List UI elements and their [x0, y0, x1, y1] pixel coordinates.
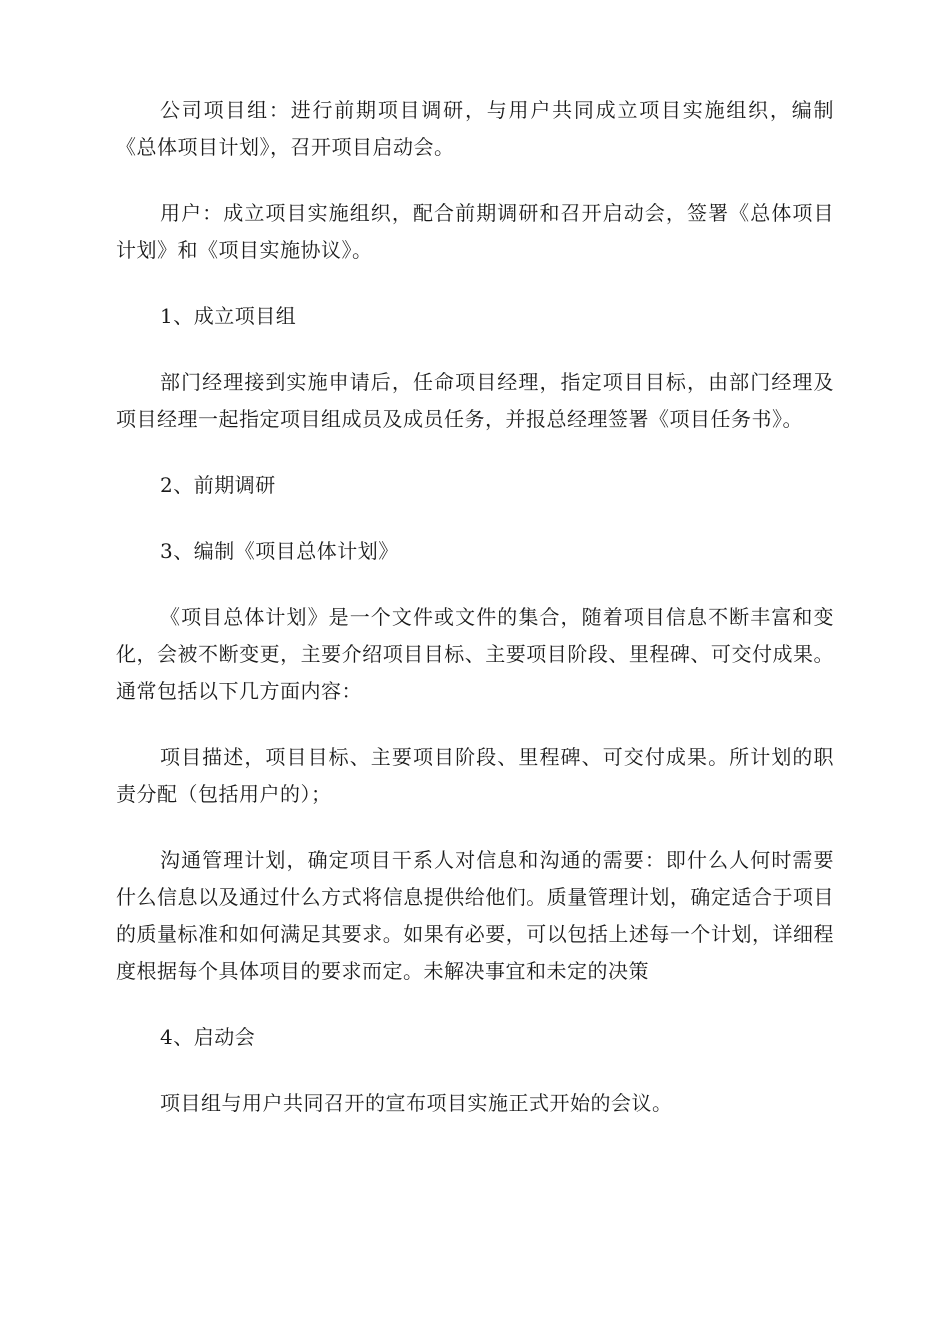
heading-establish-team: 1、成立项目组 — [160, 304, 297, 328]
document-page — [116, 92, 834, 1151]
paragraph-department-manager: 部门经理接到实施申请后，任命项目经理，指定项目目标，由部门经理及项目经理一起指定项目组成员及成员任务，并报总经理签署《项目任务书》。 — [116, 370, 834, 431]
paragraph-user: 用户：成立项目实施组织，配合前期调研和召开启动会，签署《总体项目计划》和《项目实施协议》。 — [116, 201, 834, 262]
paragraph-communication-plan: 沟通管理计划，确定项目干系人对信息和沟通的需要：即什么人何时需要什么信息以及通过什么方式将信息提供给他们。质量管理计划，确定适合于项目的质量标准和如何满足其要求。如果有必要，可以包括上述每一个计划，详细程度根据每个具体项目的要求而定。未解决事宜和未定的决策 — [116, 848, 834, 983]
heading-preliminary-research: 2、前期调研 — [160, 473, 276, 497]
paragraph-project-description: 项目描述，项目目标、主要项目阶段、里程碑、可交付成果。所计划的职责分配（包括用户的）； — [116, 745, 834, 806]
heading-compile-plan: 3、编制《项目总体计划》 — [160, 539, 399, 563]
heading-kickoff-meeting: 4、启动会 — [160, 1025, 256, 1049]
paragraph-plan-description: 《项目总体计划》是一个文件或文件的集合，随着项目信息不断丰富和变化，会被不断变更，主要介绍项目目标、主要项目阶段、里程碑、可交付成果。通常包括以下几方面内容： — [116, 605, 834, 703]
paragraph-kickoff-description: 项目组与用户共同召开的宣布项目实施正式开始的会议。 — [160, 1091, 673, 1115]
paragraph-company-team: 公司项目组：进行前期项目调研，与用户共同成立项目实施组织，编制《总体项目计划》，召开项目启动会。 — [116, 98, 834, 159]
